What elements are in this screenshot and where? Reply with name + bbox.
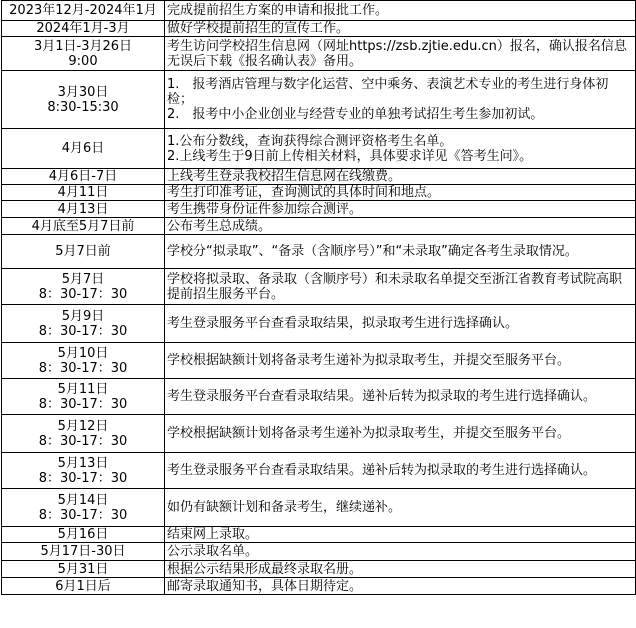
date-cell [2, 561, 165, 578]
description-cell [165, 269, 636, 305]
description-text: 上线考生登录我校招生信息网在线缴费。 [167, 169, 402, 184]
date-text: 8：30-17：30 [38, 286, 128, 302]
description-cell [165, 543, 636, 561]
date-text: 3月1日-3月26日 [33, 38, 133, 54]
description-text: 根据公示结果形成最终录取名册。 [167, 561, 363, 577]
date-text: 4月6日 [61, 141, 105, 156]
date-cell [2, 21, 165, 37]
date-cell [2, 37, 165, 71]
table-row [2, 489, 636, 527]
table-row [2, 453, 636, 489]
date-text: 5月10日 [57, 345, 109, 361]
table-row [2, 269, 636, 305]
table-row [2, 169, 636, 185]
date-text: 5月17日-30日 [40, 544, 126, 559]
description-cell [165, 305, 636, 343]
description-text: 考生访问学校招生信息网（网址https://zsb.zjtie.edu.cn）报名，确认报名信息无误后下载《报名确认表》备用。 [167, 38, 627, 69]
date-cell [2, 71, 165, 129]
description-cell [165, 235, 636, 269]
date-cell [2, 269, 165, 305]
description-cell [165, 561, 636, 578]
description-cell [165, 21, 636, 37]
table-row [2, 305, 636, 343]
date-cell [2, 169, 165, 185]
date-text: 8:30-15:30 [47, 99, 119, 115]
date-cell [2, 415, 165, 453]
date-text: 5月9日 [61, 308, 105, 324]
description-text: 考生登录服务平台查看录取结果。递补后转为拟录取的考生进行选择确认。 [167, 463, 597, 478]
table-row [2, 543, 636, 561]
description-text: 邮寄录取通知书，具体日期待定。 [167, 578, 363, 594]
date-text: 5月14日 [57, 492, 109, 508]
description-text: 学校分“拟录取”、“备录（含顺序号）”和“未录取”确定各考生录取情况。 [167, 244, 578, 259]
date-cell [2, 235, 165, 269]
table-row [2, 1, 636, 21]
description-text: 考生打印准考证，查询测试的具体时间和地点。 [167, 185, 441, 200]
date-cell [2, 489, 165, 527]
table-row [2, 201, 636, 218]
date-text: 4月11日 [57, 185, 109, 200]
description-cell [165, 218, 636, 235]
date-text: 5月13日 [57, 455, 109, 471]
date-text: 8：30-17：30 [38, 470, 128, 486]
description-text: 公示录取名单。 [167, 544, 259, 559]
description-text: 结束网上录取。 [167, 527, 259, 542]
table-row [2, 71, 636, 129]
date-text: 8：30-17：30 [38, 433, 128, 449]
table-row [2, 415, 636, 453]
description-cell [165, 169, 636, 185]
description-text: 考生登录服务平台查看录取结果。递补后转为拟录取的考生进行选择确认。 [167, 389, 597, 404]
date-cell [2, 218, 165, 235]
date-text: 5月7日前 [55, 244, 111, 259]
date-cell [2, 527, 165, 543]
date-cell [2, 1, 165, 21]
date-text: 2023年12月-2024年1月 [9, 3, 157, 18]
description-cell [165, 71, 636, 129]
admission-schedule-table [1, 0, 636, 595]
table-row [2, 21, 636, 37]
date-text: 5月11日 [57, 381, 109, 397]
description-cell [165, 489, 636, 527]
description-text: 完成提前招生方案的申请和报批工作。 [167, 3, 389, 18]
description-cell [165, 185, 636, 201]
table-row [2, 218, 636, 235]
date-cell [2, 543, 165, 561]
table-row [2, 235, 636, 269]
table-row [2, 185, 636, 201]
description-cell [165, 379, 636, 415]
description-text: 学校根据缺额计划将备录考生递补为拟录取考生，并提交至服务平台。 [167, 426, 571, 441]
date-cell [2, 129, 165, 169]
description-cell [165, 343, 636, 379]
description-text: 公布考生总成绩。 [167, 218, 272, 234]
description-cell [165, 1, 636, 21]
description-cell [165, 578, 636, 595]
date-cell [2, 453, 165, 489]
description-text: 2.上线考生于9日前上传相关材料，具体要求详见《答考生问》。 [167, 148, 533, 164]
description-text: 1.公布分数线，查询获得综合测评资格考生名单。 [167, 133, 453, 149]
date-cell [2, 379, 165, 415]
description-cell [165, 527, 636, 543]
table-row [2, 379, 636, 415]
description-text: 1. 报考酒店管理与数字化运营、空中乘务、表演艺术专业的考生进行身体初检； [167, 77, 609, 107]
date-text: 4月13日 [57, 201, 109, 217]
description-cell [165, 37, 636, 71]
date-cell [2, 305, 165, 343]
date-text: 4月6日-7日 [48, 169, 118, 184]
description-text: 考生携带身份证件参加综合测评。 [167, 201, 363, 217]
description-text: 学校根据缺额计划将备录考生递补为拟录取考生，并提交至服务平台。 [167, 353, 571, 368]
date-text: 3月30日 [57, 84, 109, 100]
date-text: 8：30-17：30 [38, 323, 128, 339]
description-cell [165, 201, 636, 218]
date-cell [2, 201, 165, 218]
date-text: 4月底至5月7日前 [31, 218, 135, 234]
table-row [2, 343, 636, 379]
description-text: 学校将拟录取、备录取（含顺序号）和未录取名单提交至浙江省教育考试院高职提前招生服务平台。 [167, 271, 623, 302]
date-text: 8：30-17：30 [38, 360, 128, 376]
date-text: 5月12日 [57, 418, 109, 434]
table-row [2, 561, 636, 578]
schedule-body [2, 1, 636, 595]
description-text: 做好学校提前招生的宣传工作。 [167, 21, 350, 36]
date-text: 9:00 [68, 53, 98, 69]
date-text: 5月31日 [57, 561, 109, 577]
description-text: 如仍有缺额计划和备录考生，继续递补。 [167, 500, 402, 515]
date-text: 2024年1月-3月 [36, 21, 130, 36]
date-text: 8：30-17：30 [38, 396, 128, 412]
table-row [2, 129, 636, 169]
date-cell [2, 343, 165, 379]
description-cell [165, 129, 636, 169]
date-text: 6月1日后 [55, 578, 111, 594]
date-cell [2, 185, 165, 201]
table-row [2, 527, 636, 543]
description-text: 2. 报考中小企业创业与经营专业的单独考试招生考生参加初试。 [167, 107, 544, 122]
date-text: 8：30-17：30 [38, 507, 128, 523]
date-text: 5月16日 [57, 527, 109, 542]
table-row [2, 578, 636, 595]
description-cell [165, 415, 636, 453]
date-cell [2, 578, 165, 595]
description-text: 考生登录服务平台查看录取结果，拟录取考生进行选择确认。 [167, 316, 519, 331]
date-text: 5月7日 [61, 271, 105, 287]
table-row [2, 37, 636, 71]
description-cell [165, 453, 636, 489]
